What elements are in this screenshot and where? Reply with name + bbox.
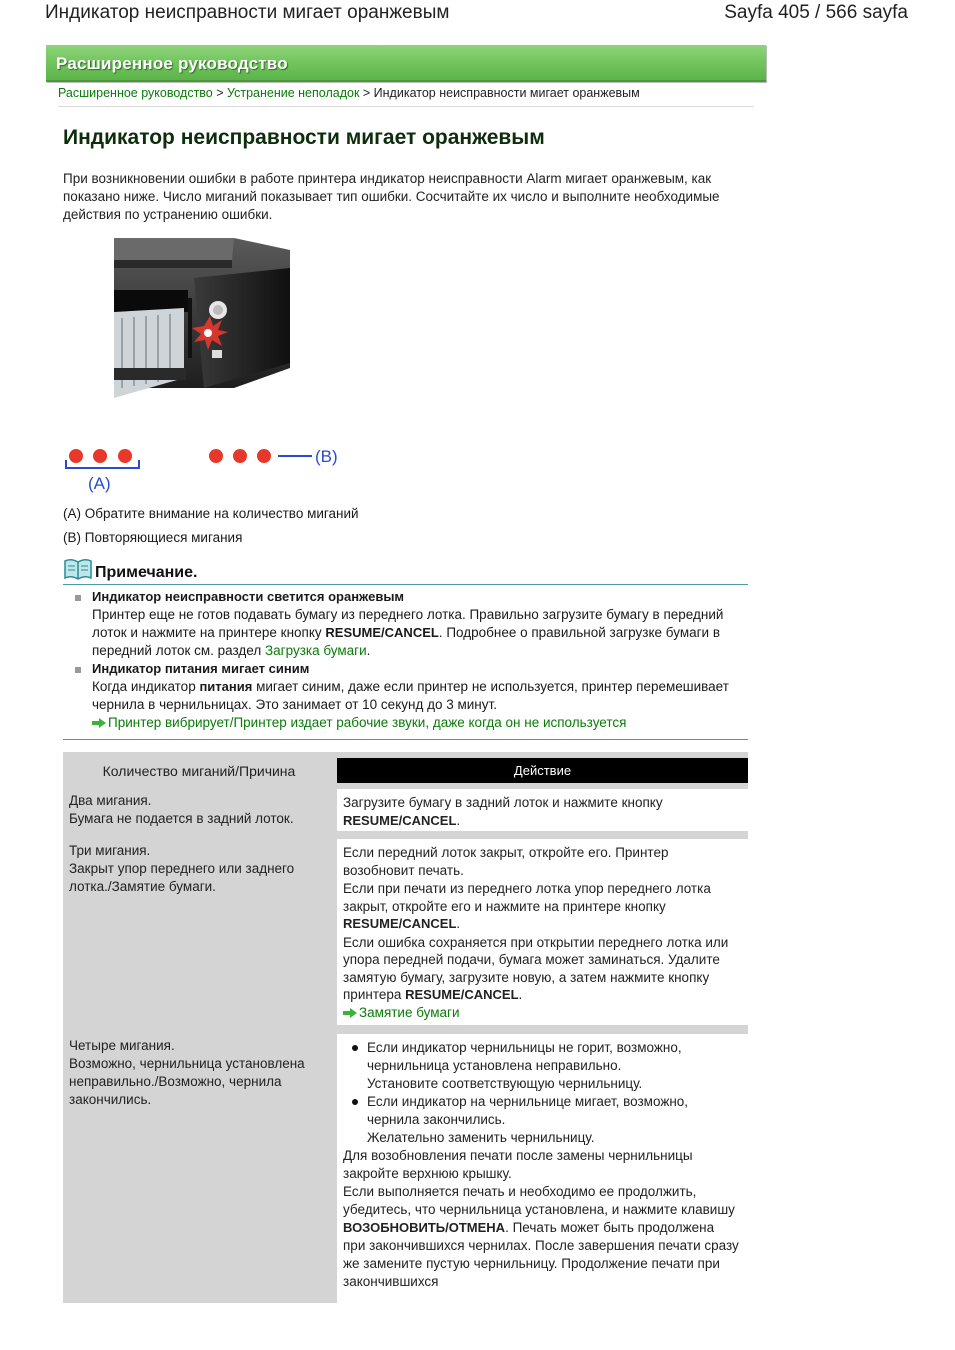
table-row-action	[337, 789, 748, 831]
note-link-row	[92, 714, 748, 732]
intro-paragraph: При возникновении ошибки в работе принтера индикатор неисправности Alarm мигает оранжевым, как показано ниже. Число миганий показывает тип ошибки. Сосчитайте их число и выполните необходимые действия по устранению ошибки.	[63, 171, 720, 222]
action-text: .	[518, 987, 523, 1002]
bullet-dot-icon	[352, 1099, 358, 1105]
action-text: Для возобновления печати после замены чернильницы закройте верхнюю крышку.	[343, 1148, 693, 1181]
blink-dot	[233, 449, 247, 463]
resume-cancel-key: RESUME/CANCEL	[325, 625, 439, 640]
action-text: Загрузите бумагу в задний лоток и нажмите кнопку	[343, 795, 663, 810]
section-banner	[46, 45, 766, 82]
breadcrumb-link-advanced-guide[interactable]: Расширенное руководство	[58, 86, 213, 100]
action-text: . Печать может быть продолжена при закончившихся чернилах. После завершения печати сразу же замените пустую чернильницу. Продолжение печати при закончившихся	[343, 1220, 739, 1289]
banner-label: Расширенное руководство	[56, 54, 288, 73]
action-text: Если передний лоток закрыт, откройте его. Принтер возобновит печать.	[343, 845, 669, 878]
cause-count: Четыре мигания.	[69, 1038, 175, 1053]
square-bullet-icon	[75, 595, 81, 601]
note-item	[63, 660, 748, 732]
action-paragraph	[343, 1183, 740, 1291]
list-item-text: Если индикатор на чернильнице мигает, возможно, чернила закончились.	[367, 1094, 689, 1127]
breadcrumb-link-troubleshooting[interactable]: Устранение неполадок	[227, 86, 360, 100]
action-text: Если выполняется печать и необходимо ее продолжить, убедитесь, что чернильница установлена, и нажмите клавишу	[343, 1184, 735, 1217]
document-title: Индикатор неисправности мигает оранжевым	[45, 2, 450, 23]
caption-a: (A) Обратите внимание на количество миганий	[63, 506, 359, 521]
note-header	[63, 558, 748, 585]
action-link-row	[343, 1004, 740, 1022]
table-row-action	[337, 1034, 748, 1303]
cause-count: Три мигания.	[69, 843, 151, 858]
list-item	[343, 1039, 740, 1093]
resume-cancel-key: RESUME/CANCEL	[343, 916, 457, 931]
action-paragraph	[343, 934, 740, 1004]
note-item-text	[92, 606, 748, 660]
printer-illustration	[114, 238, 290, 398]
action-paragraph	[343, 880, 740, 933]
power-word: питания	[199, 679, 253, 694]
caption-b: (B) Повторяющиеся мигания	[63, 530, 243, 545]
breadcrumb-divider	[58, 106, 754, 107]
note-text: Принтер еще не готов подавать бумагу из переднего лотка. Правильно загрузите бумагу в передний лоток и нажмите на принтере кнопку	[92, 607, 724, 640]
cause-text: Закрыт упор переднего или заднего лотка./Замятие бумаги.	[69, 861, 295, 894]
cause-text: Бумага не подается в задний лоток.	[69, 811, 294, 826]
blink-pattern-diagram	[62, 444, 352, 494]
table-row-cause	[69, 1037, 331, 1109]
action-text: Если ошибка сохраняется при открытии переднего лотка или упора передней подачи, бумага может заминаться. Удалите замятую бумагу, загрузите новую, а затем нажмите кнопку принтера	[343, 934, 729, 1002]
green-arrow-icon	[343, 1008, 357, 1018]
note-text: Когда индикатор	[92, 679, 200, 694]
note-item-title: Индикатор питания мигает синим	[92, 661, 310, 676]
breadcrumb	[58, 86, 640, 100]
blink-dot	[209, 449, 223, 463]
column-header-action: Действие	[337, 758, 748, 783]
list-item-subtext: Желательно заменить чернильницу.	[367, 1130, 595, 1145]
action-text: Если при печати из переднего лотка упор переднего лотка закрыт, откройте его и нажмите на принтере кнопку	[343, 881, 711, 914]
blink-dot	[93, 449, 107, 463]
action-text: .	[456, 812, 461, 828]
breadcrumb-separator: >	[212, 86, 227, 100]
page-title: Индикатор неисправности мигает оранжевым	[63, 126, 545, 149]
note-item	[63, 588, 748, 660]
breadcrumb-separator: >	[359, 86, 374, 100]
cause-count: Два мигания.	[69, 793, 152, 808]
note-text: . Подробнее о правильной загрузке бумаги в передний лоток см. раздел	[92, 625, 721, 658]
square-bullet-icon	[75, 667, 81, 673]
link-printer-vibrates[interactable]: Принтер вибрирует/Принтер издает рабочие звуки, даже когда он не используется	[108, 715, 627, 730]
resume-cancel-key: RESUME/CANCEL	[405, 987, 519, 1002]
column-header-cause: Количество миганий/Причина	[102, 763, 296, 779]
resume-cancel-key: RESUME/CANCEL	[343, 812, 457, 828]
page-counter: Sayfa 405 / 566 sayfa	[724, 2, 908, 23]
label-a: (A)	[88, 474, 111, 493]
label-b: (B)	[315, 447, 338, 466]
note-body	[63, 588, 748, 732]
note-text: .	[366, 643, 371, 658]
list-item	[343, 1093, 740, 1147]
note-title: Примечание.	[95, 564, 198, 581]
table-row-cause	[69, 842, 331, 896]
list-item-subtext: Установите соответствующую чернильницу.	[367, 1076, 643, 1091]
blink-table	[63, 752, 748, 1303]
list-item-text: Если индикатор чернильницы не горит, возможно, чернильница установлена неправильно.	[367, 1040, 682, 1073]
cause-text: Возможно, чернильница установлена неправильно./Возможно, чернила закончились.	[69, 1056, 305, 1107]
breadcrumb-current: Индикатор неисправности мигает оранжевым	[373, 86, 640, 100]
book-icon	[63, 558, 93, 580]
note-divider	[63, 739, 748, 740]
link-paper-jams[interactable]: Замятие бумаги	[359, 1004, 460, 1020]
blink-dot	[118, 449, 132, 463]
resume-cancel-key: ВОЗОБНОВИТЬ/ОТМЕНА	[343, 1220, 506, 1235]
blink-dot	[69, 449, 83, 463]
note-text: мигает синим, даже если принтер не используется, принтер перемешивает чернила в чернильницах. Это занимает от 10 секунд до 3 минут.	[92, 679, 729, 712]
table-row-cause	[69, 792, 331, 828]
blink-group-b	[209, 447, 338, 466]
action-text: .	[456, 916, 461, 931]
table-row-action	[337, 839, 748, 1025]
blink-dot	[257, 449, 271, 463]
note-item-title: Индикатор неисправности светится оранжевым	[92, 589, 405, 604]
green-arrow-icon	[92, 718, 106, 728]
blink-group-a	[66, 449, 139, 493]
link-loading-paper[interactable]: Загрузка бумаги	[265, 643, 367, 658]
bullet-dot-icon	[352, 1045, 358, 1051]
note-item-text	[92, 678, 748, 714]
